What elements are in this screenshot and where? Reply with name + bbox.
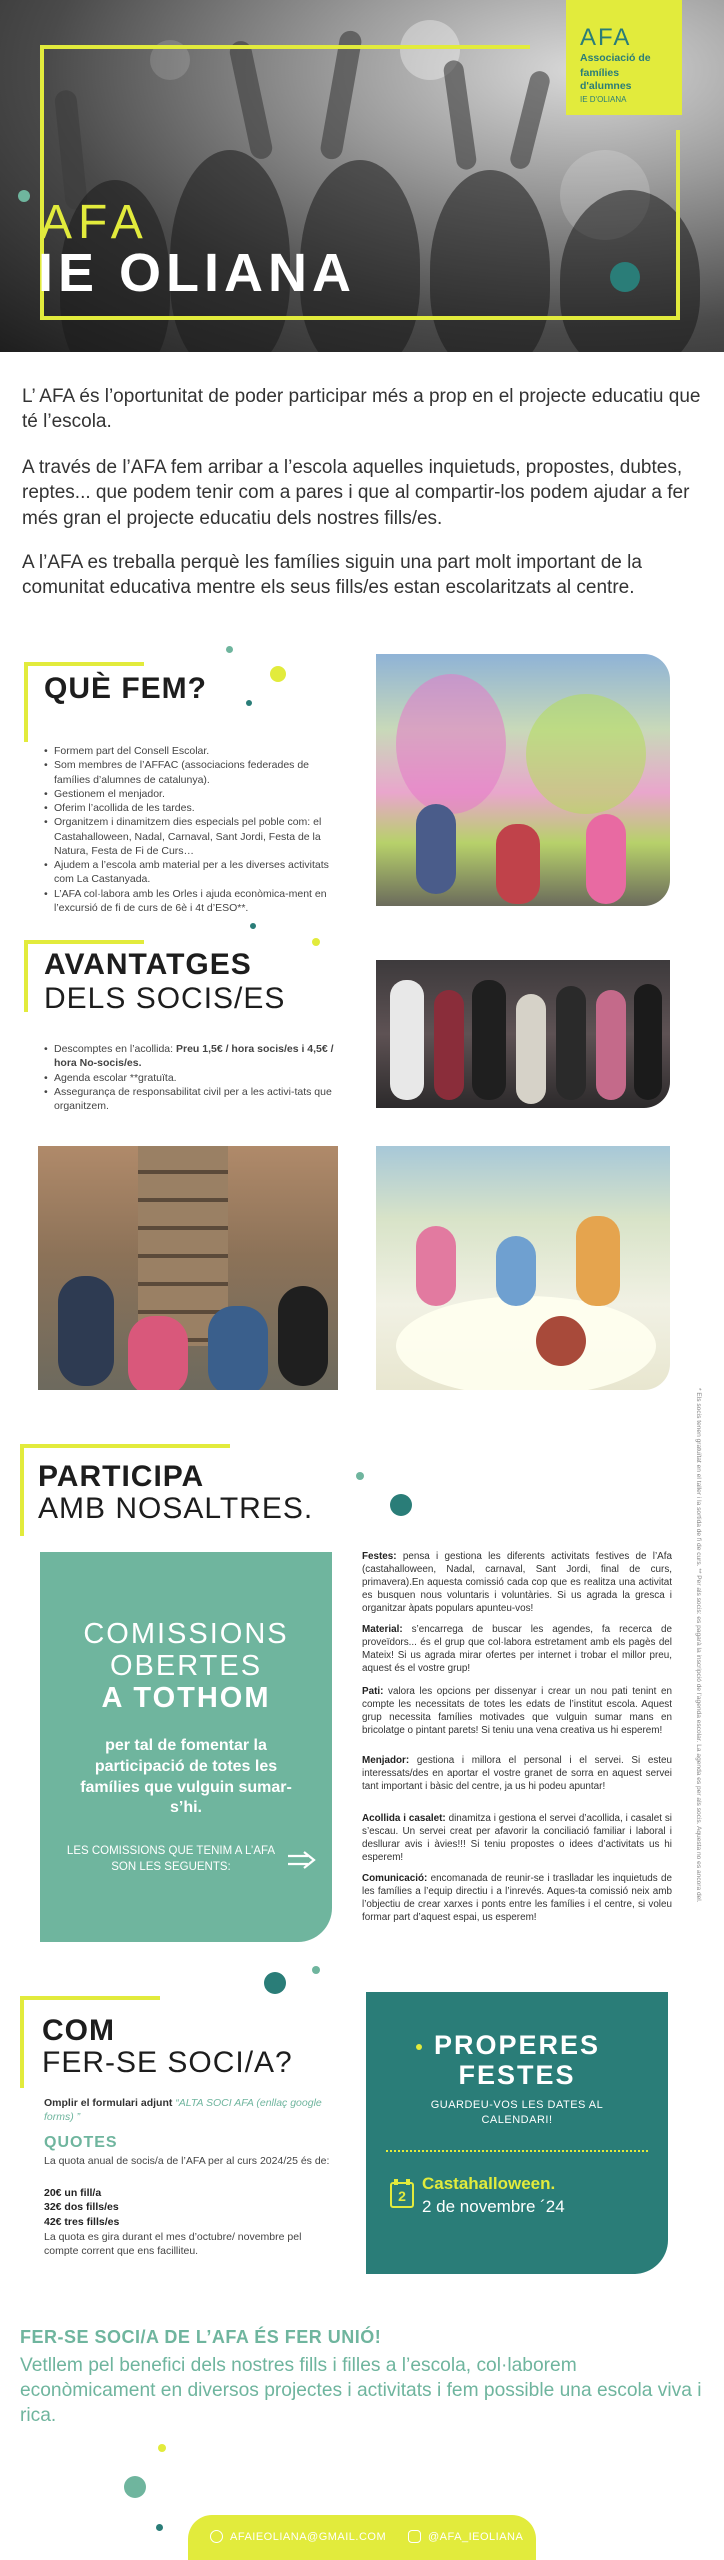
logo-line3: IE D'OLIANA: [580, 95, 627, 105]
side-footnote-text: * Els socis tenen gratuïtat en el taller i la sortida de fi de curs. ** Per als socis: es pagarà la inscripció de l’agenda escolar. La agenda es per als socis. Aquesta no es ancora del.: [695, 1388, 702, 1903]
hero-title-afa: AFA: [40, 196, 149, 249]
commission-text: s’encarrega de buscar les agendes, fa recerca de proveïdors... és el grup que col·labora estretament amb els pagès del Mateix! Si us agrada mirar ofertes per internet i trobar el millor preu, aquest és el vostre grup!: [362, 1624, 672, 1675]
divider: [386, 2150, 648, 2152]
commission-pati: [362, 1685, 672, 1737]
card-title-line1: COMISSIONS: [83, 1618, 289, 1650]
section-bar: [20, 1444, 230, 1448]
list-item: [44, 1042, 344, 1071]
section-bar: [24, 662, 144, 666]
photo-foam-party: [376, 1146, 670, 1390]
section-bar: [24, 940, 28, 1012]
list-item: • Assegurança de responsabilitat civil per a les activi-tats que organitzem.: [44, 1085, 344, 1114]
section-bar: [20, 1996, 160, 2000]
photo-group-costumes: [376, 960, 670, 1108]
list-item: • Organitzem i dinamitzem dies especials pel poble com: el Castahalloween, Nadal, Carnaval, Sant Jordi, Festa de la Natura, Festa de Fi de Curs…: [44, 815, 344, 858]
discount-price: Preu 1,5€ / hora socis/es i 4,5€ / hora No-socis/es.: [54, 1043, 334, 1070]
card-note: LES COMISSIONS QUE TENIM A L’AFA SON LES SEGUENTS:: [66, 1845, 276, 1873]
quote-item: 32€ dos fills/es: [44, 2201, 119, 2214]
section-bar: [24, 662, 28, 742]
form-instructions: [44, 2096, 334, 2125]
commission-name: Comunicació:: [362, 1873, 428, 1884]
quotes-list: [44, 2186, 119, 2229]
side-footnote: [690, 1388, 704, 2378]
discount-label: Descomptes en l’acollida:: [54, 1043, 176, 1055]
commission-name: Festes:: [362, 1551, 397, 1562]
decor-dot: [156, 2524, 163, 2531]
commission-acollida: [362, 1812, 672, 1864]
avantatges-heading: AVANTATGES: [44, 948, 252, 981]
logo-line1: Associació de: [580, 52, 651, 64]
commission-name: Material:: [362, 1624, 403, 1635]
photo-color-festival: [376, 654, 670, 906]
section-bar: [24, 940, 144, 944]
email-icon: [210, 2530, 223, 2543]
quotes-intro: La quota anual de socis/a de l’AFA per al curs 2024/25 és de:: [44, 2155, 330, 2167]
calendar-day: 2: [398, 2188, 406, 2204]
commission-festes: [362, 1550, 672, 1615]
commission-name: Pati:: [362, 1686, 384, 1697]
commission-text: encomanada de reunir-se i traslladar les inquietuds de les famílies a l’equip directiu i a l’inrevés. Aques-ta comissió neix amb l’objectiu de crear xarxes i ponts entre les famílies i el centre, si voleu formar part d’aquest espai, us esperem!: [362, 1873, 672, 1924]
decor-dot: [226, 646, 233, 653]
que-fem-heading: QUÈ FEM?: [44, 672, 207, 705]
decor-dot: [124, 2476, 146, 2498]
decor-dot: [312, 1966, 320, 1974]
decor-dot: [312, 938, 320, 946]
decor-dot: [610, 262, 640, 292]
decor-dot: [264, 1972, 286, 1994]
decor-dot: [250, 923, 256, 929]
instagram-icon: [408, 2530, 421, 2543]
event-name: Castahalloween.: [422, 2174, 556, 2193]
decor-dot: [390, 1494, 412, 1516]
card-subtitle: per tal de fomentar la participació de totes les famílies que vulguin sumar-s’hi.: [80, 1737, 292, 1817]
commission-text: valora les opcions per dissenyar i crear un nou pati tenint en compte les necessitats de totes les edats de l’institut escola. Aquest grup necessita famílies motivades que vulguin sumar mans en bricolatge o pintant parets! Si teniu una vena creativa us hi esperem!: [362, 1686, 672, 1737]
calendar-icon: [390, 2182, 414, 2208]
properes-festes-card: [366, 1992, 668, 2274]
decor-dot: [246, 700, 252, 706]
form-link[interactable]: “ALTA SOCI AFA (enllaç google forms) ”: [44, 2097, 322, 2124]
commission-text: gestiona i millora el personal i el servei. Si esteu interessats/des en aportar el vostre granet de sorra en aquest servei tant important i bàsic del centre, ja us hi podeu apuntar!: [362, 1755, 672, 1793]
com-subheading: FER-SE SOCI/A?: [42, 2046, 293, 2079]
logo-line2: famílies d'alumnes: [580, 67, 632, 93]
commission-name: Acollida i casalet:: [362, 1813, 446, 1824]
afa-logo: [566, 0, 682, 115]
event-date: 2 de novembre ´24: [422, 2197, 565, 2216]
section-bar: [20, 1996, 24, 2088]
decor-dot: [18, 190, 30, 202]
logo-abbr: AFA: [580, 24, 632, 51]
festes-subtitle: GUARDEU-VOS LES DATES AL CALENDARI!: [430, 2099, 604, 2127]
participa-subheading: AMB NOSALTRES.: [38, 1492, 314, 1525]
list-item: • Formem part del Consell Escolar.: [44, 744, 344, 758]
commission-text: dinamitza i gestiona el servei d’acollida, i casalet si s’escau. Un servei creat per afavorir la conciliació familiar i laboral i desllurar avis i àvies!!! Si teniu propostes o idees d’activitats us hi esperem!: [362, 1813, 672, 1864]
commission-menjador: [362, 1754, 672, 1793]
avantatges-subheading: DELS SOCIS/ES: [44, 982, 286, 1015]
footer-instagram[interactable]: @AFA_IEOLIANA: [428, 2531, 524, 2543]
festes-title-line1: PROPERES: [433, 2030, 601, 2060]
closing-title: FER-SE SOCI/A DE L’AFA ÉS FER UNIÓ!: [20, 2327, 382, 2347]
card-title-line3: A TOTHOM: [101, 1682, 271, 1714]
section-bar: [20, 1444, 24, 1536]
list-item: • L’AFA col·labora amb les Orles i ajuda econòmica-ment en l’excursió de fi de curs de 6è i 4t d’ESO**.: [44, 887, 344, 916]
list-item: • Oferim l’acollida de les tardes.: [44, 801, 344, 815]
list-item: • Agenda escolar **gratuïta.: [44, 1071, 344, 1085]
hero-title-school: IE OLIANA: [38, 243, 357, 303]
intro-paragraph-3: A l’AFA es treballa perquè les famílies siguin una part molt important de la comunitat educativa mentre els seus fills/es estan escolaritzats al centre.: [22, 552, 642, 599]
commission-comunicacio: [362, 1872, 672, 1924]
intro-paragraph-2: A través de l’AFA fem arribar a l’escola aquelles inquietuds, propostes, dubtes, reptes... que podem tenir com a pares i que al compartir-los podem ajudar a fer més gran el projecte educatiu dels nostres fills/es.: [22, 457, 690, 529]
commission-material: [362, 1623, 672, 1675]
commission-name: Menjador:: [362, 1755, 410, 1766]
photo-kids-garden: [38, 1146, 338, 1390]
intro-paragraph-1: L’ AFA és l’oportunitat de poder participar més a prop en el projecte educatiu que té l’escola.: [22, 386, 701, 433]
arrow-right-icon: [286, 1850, 316, 1870]
list-item: • Ajudem a l’escola amb material per a les diverses activitats com La Castanyada.: [44, 858, 344, 887]
commission-text: pensa i gestiona les diferents activitats festives de l’Afa (castahalloween, Nadal, carnaval, Sant Jordi, final de curs, primavera).En aquesta comissió cada cop que es realitza una activitat es busquen nous voluntaris i voluntàries. Si us agrada la gresca i organitzar àpats populars apunteu-vos!: [362, 1551, 672, 1615]
decor-dot: [270, 666, 286, 682]
quotes-note: La quota es gira durant el mes d’octubre/ novembre pel compte corrent que ens facilliteu.: [44, 2231, 302, 2258]
form-label: Omplir el formulari adjunt: [44, 2097, 176, 2109]
footer-email[interactable]: AFAIEOLIANA@GMAIL.COM: [230, 2531, 387, 2543]
festes-title-line2: FESTES: [458, 2060, 576, 2091]
hero-frame-right: [676, 130, 680, 320]
com-heading: COM: [42, 2014, 115, 2047]
decor-dot: [356, 1472, 364, 1480]
quote-item: 42€ tres fills/es: [44, 2215, 120, 2228]
list-item: • Gestionem el menjador.: [44, 787, 344, 801]
quote-item: 20€ un fill/a: [44, 2187, 102, 2199]
comissions-card: [40, 1552, 332, 1942]
participa-heading: PARTICIPA: [38, 1460, 205, 1493]
quotes-heading: QUOTES: [44, 2134, 118, 2151]
list-item: • Som membres de l’AFFAC (associacions federades de famílies d’alumnes de catalunya).: [44, 758, 344, 787]
que-fem-list: [44, 744, 344, 915]
decor-dot: [158, 2444, 166, 2452]
closing-text: Vetllem pel benefici dels nostres fills i filles a l’escola, col·laborem econòmicament en diversos projectes i activitats i fem possible una escola viva i rica.: [20, 2355, 702, 2426]
festes-title: [366, 2030, 668, 2090]
avantatges-list: [44, 1042, 344, 1113]
card-title-line2: OBERTES: [109, 1650, 263, 1682]
